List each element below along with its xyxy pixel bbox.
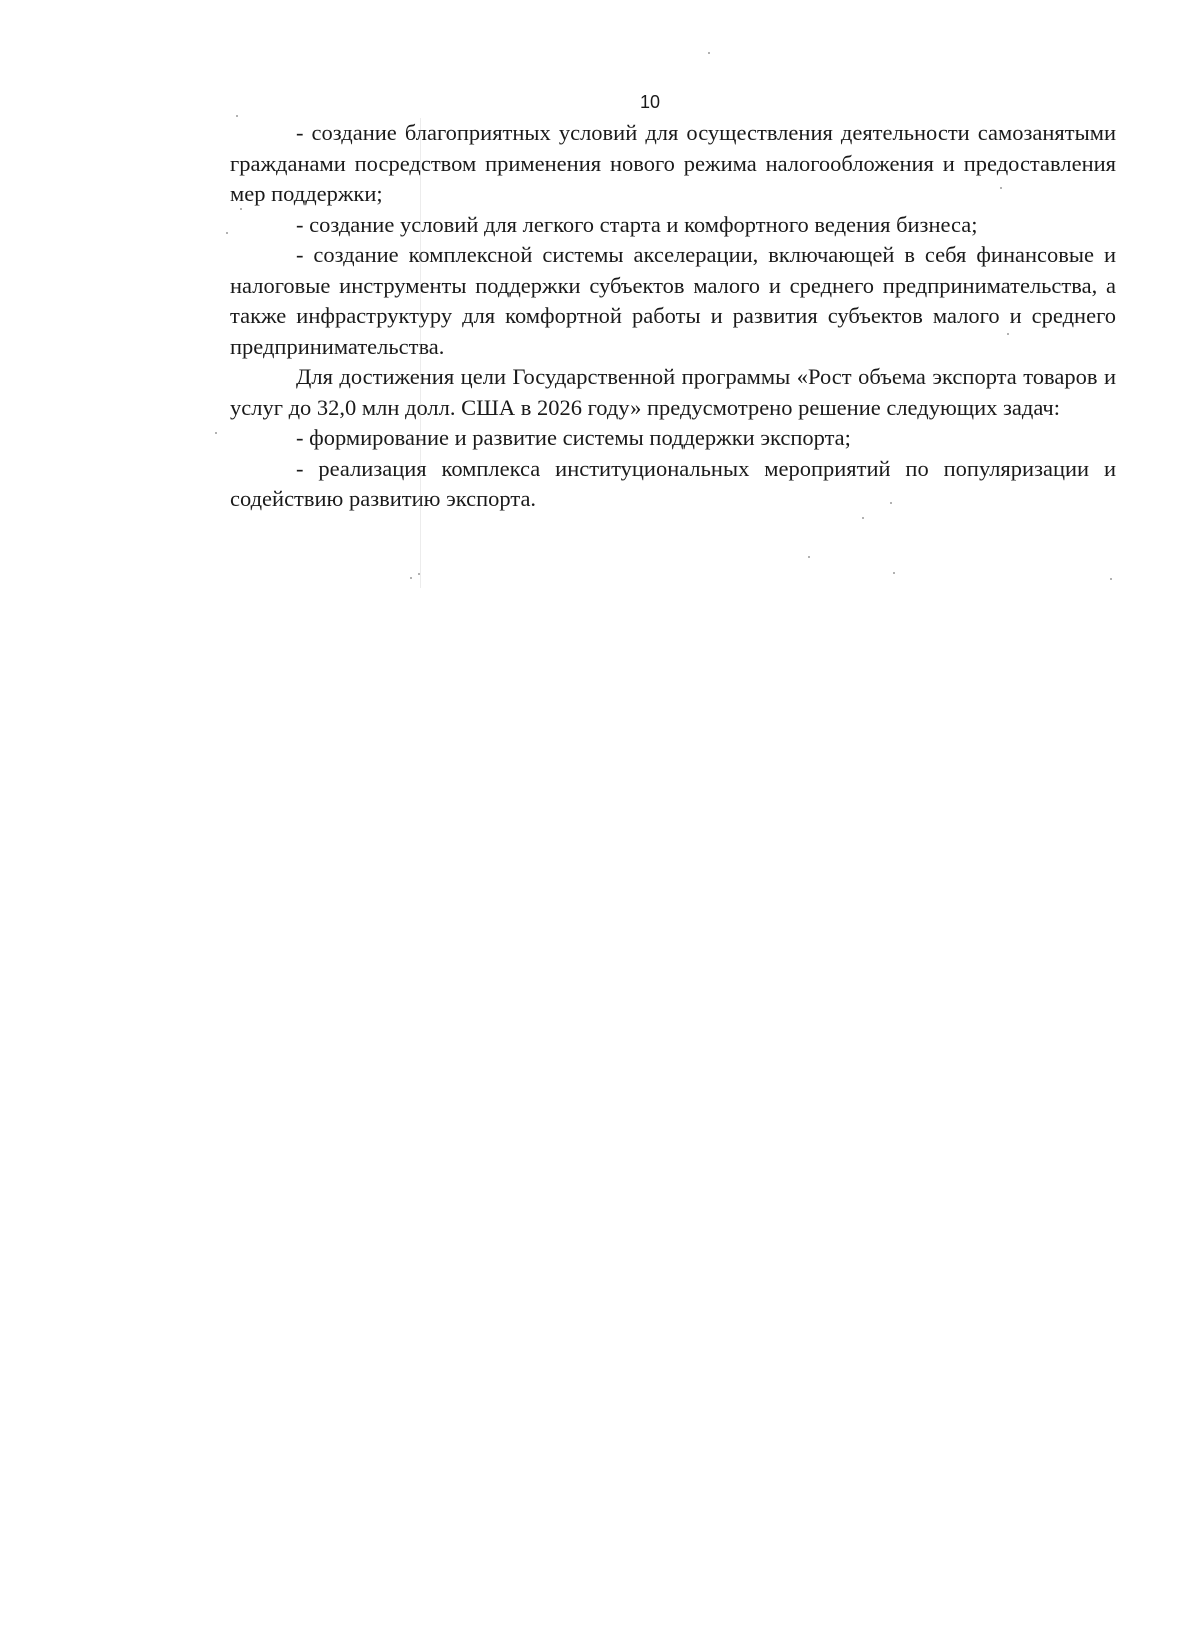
scan-speck (410, 577, 412, 579)
scan-speck (240, 208, 242, 210)
paragraph-business-start: - создание условий для легкого старта и комфортного ведения бизнеса; (296, 211, 978, 237)
document-body (230, 118, 1116, 515)
paragraph-acceleration-system: - создание комплексной системы акселерации, включающей в себя финансовые и налоговые инструменты поддержки субъектов малого и среднего предпринимательства, а также инфраструктуру для комфортной работы и развития субъектов малого и среднего предпринимательства. (230, 242, 1116, 359)
scan-speck (226, 232, 228, 234)
paragraph-export-popularization: - реализация комплекса институциональных мероприятий по популяризации и содействию развитию экспорта. (230, 455, 1116, 511)
scan-speck (236, 115, 238, 117)
scan-speck (808, 556, 810, 558)
page-number: 10 (639, 92, 661, 112)
scan-speck (890, 502, 892, 504)
scan-artifact-line (420, 118, 421, 588)
scan-speck (862, 517, 864, 519)
scan-speck (215, 432, 217, 434)
scan-speck (1007, 333, 1009, 335)
scan-speck (418, 573, 420, 575)
scan-speck (893, 572, 895, 574)
paragraph-export-goal: Для достижения цели Государственной программы «Рост объема экспорта товаров и услуг до 32,0 млн долл. США в 2026 году» предусмотрено решение следующих задач: (230, 364, 1116, 420)
paragraph-export-support: - формирование и развитие системы поддержки экспорта; (296, 425, 851, 450)
scan-speck (1110, 578, 1112, 580)
paragraph-self-employed-conditions: - создание благоприятных условий для осуществления деятельности самозанятыми гражданами посредством применения нового режима налогообложения и предоставления мер поддержки; (230, 120, 1116, 206)
scan-speck (1000, 187, 1002, 189)
scan-speck (708, 52, 710, 54)
